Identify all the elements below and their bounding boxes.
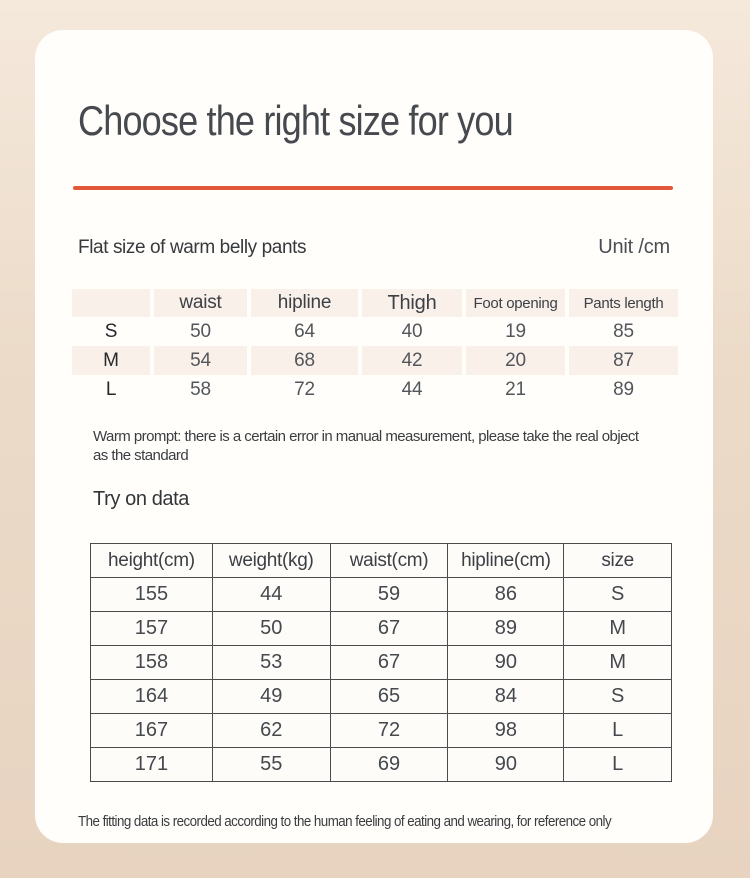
waist-value: 67 (330, 612, 448, 646)
size-guide-card (35, 30, 713, 843)
size-value: L (564, 748, 672, 782)
column-header-height: height(cm) (91, 544, 213, 578)
measurement-note (93, 427, 638, 465)
weight-value: 44 (212, 578, 330, 612)
pants-length-value: 89 (613, 378, 634, 400)
flat-size-table-header (72, 289, 678, 317)
table-row (91, 646, 672, 680)
fitting-data-disclaimer: The fitting data is recorded according to the human feeling of eating and wearing, for reference only (78, 813, 612, 830)
height-value: 158 (91, 646, 213, 680)
column-header-waist: waist (154, 289, 247, 317)
hipline-value: 84 (448, 680, 564, 714)
flat-size-header-row (78, 236, 670, 259)
hipline-value: 90 (448, 646, 564, 680)
column-header-hipline: hipline (251, 289, 358, 317)
measurement-note-line2: as the standard (93, 447, 189, 464)
waist-value: 65 (330, 680, 448, 714)
column-header-size: size (564, 544, 672, 578)
height-value: 171 (91, 748, 213, 782)
table-row (91, 578, 672, 612)
size-value: S (564, 680, 672, 714)
table-row (91, 680, 672, 714)
waist-value: 69 (330, 748, 448, 782)
column-header-pants-length: Pants length (569, 289, 678, 317)
measurement-note-line1: Warm prompt: there is a certain error in manual measurement, please take the real object (93, 428, 639, 445)
weight-value: 53 (212, 646, 330, 680)
size-label: L (105, 378, 117, 400)
table-row (91, 748, 672, 782)
waist-value: 58 (190, 378, 211, 400)
waist-value: 67 (330, 646, 448, 680)
table-row (91, 612, 672, 646)
hipline-value: 89 (448, 612, 564, 646)
pants-length-value: 87 (569, 346, 678, 375)
hipline-value: 98 (448, 714, 564, 748)
size-value: M (564, 612, 672, 646)
flat-size-heading: Flat size of warm belly pants (78, 237, 307, 258)
size-label: M (72, 346, 150, 375)
waist-value: 50 (190, 320, 211, 342)
page-title: Choose the right size for you (78, 97, 513, 144)
pants-length-value: 85 (613, 320, 634, 342)
column-header-thigh: Thigh (362, 289, 462, 317)
try-on-heading: Try on data (93, 488, 190, 510)
column-header-waist: waist(cm) (330, 544, 448, 578)
size-label: S (104, 320, 118, 342)
hipline-value: 86 (448, 578, 564, 612)
flat-size-table (72, 289, 678, 404)
foot-opening-value: 19 (505, 320, 526, 342)
table-row-size-l (72, 375, 678, 404)
accent-divider (73, 186, 673, 190)
hipline-value: 72 (294, 378, 315, 400)
unit-label: Unit /cm (598, 236, 670, 258)
height-value: 155 (91, 578, 213, 612)
column-header-foot-opening: Foot opening (466, 289, 565, 317)
thigh-value: 42 (362, 346, 462, 375)
weight-value: 55 (212, 748, 330, 782)
try-on-table-header (91, 544, 672, 578)
thigh-value: 44 (401, 378, 423, 400)
size-value: S (564, 578, 672, 612)
waist-value: 54 (154, 346, 247, 375)
hipline-value: 68 (251, 346, 358, 375)
waist-value: 72 (330, 714, 448, 748)
foot-opening-value: 21 (505, 378, 526, 400)
table-row-size-m (72, 346, 678, 375)
weight-value: 62 (212, 714, 330, 748)
table-row (91, 714, 672, 748)
size-value: L (564, 714, 672, 748)
weight-value: 50 (212, 612, 330, 646)
height-value: 167 (91, 714, 213, 748)
column-header-weight: weight(kg) (212, 544, 330, 578)
hipline-value: 64 (294, 320, 315, 342)
height-value: 164 (91, 680, 213, 714)
table-row-size-s (72, 317, 678, 346)
height-value: 157 (91, 612, 213, 646)
thigh-value: 40 (401, 320, 423, 342)
foot-opening-value: 20 (466, 346, 565, 375)
hipline-value: 90 (448, 748, 564, 782)
size-value: M (564, 646, 672, 680)
column-header-blank (72, 289, 150, 317)
column-header-hipline: hipline(cm) (448, 544, 564, 578)
weight-value: 49 (212, 680, 330, 714)
try-on-table (90, 543, 672, 782)
waist-value: 59 (330, 578, 448, 612)
